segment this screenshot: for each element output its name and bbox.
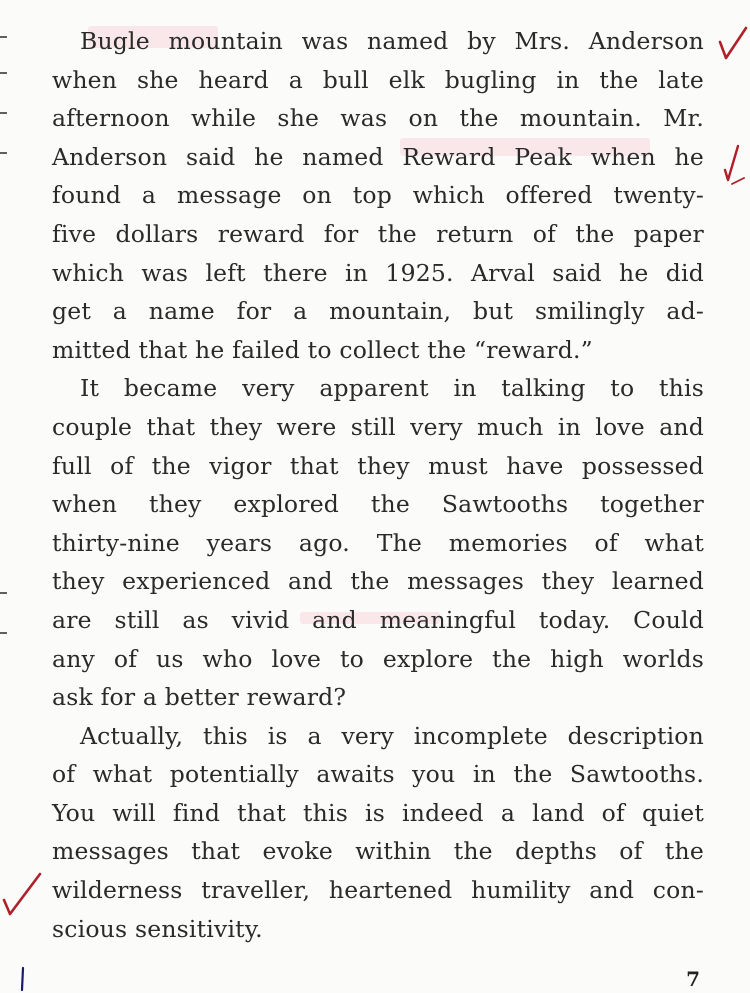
text-line: found a message on top which offered twenty- bbox=[52, 181, 704, 210]
text-line: messages that evoke within the depths of the bbox=[52, 837, 704, 866]
paragraph bbox=[52, 717, 704, 949]
margin-tick bbox=[0, 36, 7, 38]
page-number: 7 bbox=[686, 967, 700, 991]
text-line: of what potentially awaits you in the Sawtooths. bbox=[52, 760, 704, 789]
check-mark-icon bbox=[722, 140, 750, 186]
margin-tick bbox=[0, 112, 7, 114]
margin-line-mark bbox=[18, 966, 28, 992]
check-mark-icon bbox=[0, 870, 44, 920]
text-line: five dollars reward for the return of the paper bbox=[52, 219, 704, 248]
text-line: Bugle mountain was named by Mrs. Anderson bbox=[80, 27, 704, 55]
paragraph bbox=[52, 369, 704, 716]
check-mark-icon bbox=[716, 22, 750, 64]
margin-tick bbox=[0, 72, 7, 74]
text-line: Anderson said he named Reward Peak when he bbox=[52, 142, 704, 171]
text-line: Actually, this is a very incomplete description bbox=[80, 721, 704, 750]
body-text bbox=[52, 22, 704, 948]
text-line: full of the vigor that they must have possessed bbox=[52, 451, 704, 480]
text-line: when they explored the Sawtooths together bbox=[52, 490, 704, 519]
text-line: ask for a better reward? bbox=[52, 683, 347, 712]
text-line: scious sensitivity. bbox=[52, 914, 263, 943]
text-line: You will find that this is indeed a land of quiet bbox=[52, 798, 704, 827]
text-line: couple that they were still very much in love and bbox=[52, 412, 704, 441]
text-line: thirty-nine years ago. The memories of what bbox=[52, 528, 704, 557]
margin-tick bbox=[0, 632, 7, 634]
text-line: when she heard a bull elk bugling in the late bbox=[52, 65, 704, 94]
text-line: mitted that he failed to collect the “reward.” bbox=[52, 335, 593, 364]
margin-tick bbox=[0, 152, 7, 154]
text-line: It became very apparent in talking to this bbox=[80, 374, 704, 403]
text-line: which was left there in 1925. Arval said he did bbox=[52, 258, 704, 287]
text-line: get a name for a mountain, but smilingly ad- bbox=[52, 297, 704, 326]
text-line: wilderness traveller, heartened humility and con- bbox=[52, 876, 704, 905]
text-line: any of us who love to explore the high worlds bbox=[52, 644, 704, 673]
paragraph bbox=[52, 22, 704, 369]
text-line: they experienced and the messages they learned bbox=[52, 567, 704, 596]
text-line: afternoon while she was on the mountain. Mr. bbox=[52, 104, 704, 133]
text-line: are still as vivid and meaningful today. Could bbox=[52, 605, 704, 634]
margin-tick bbox=[0, 592, 7, 594]
